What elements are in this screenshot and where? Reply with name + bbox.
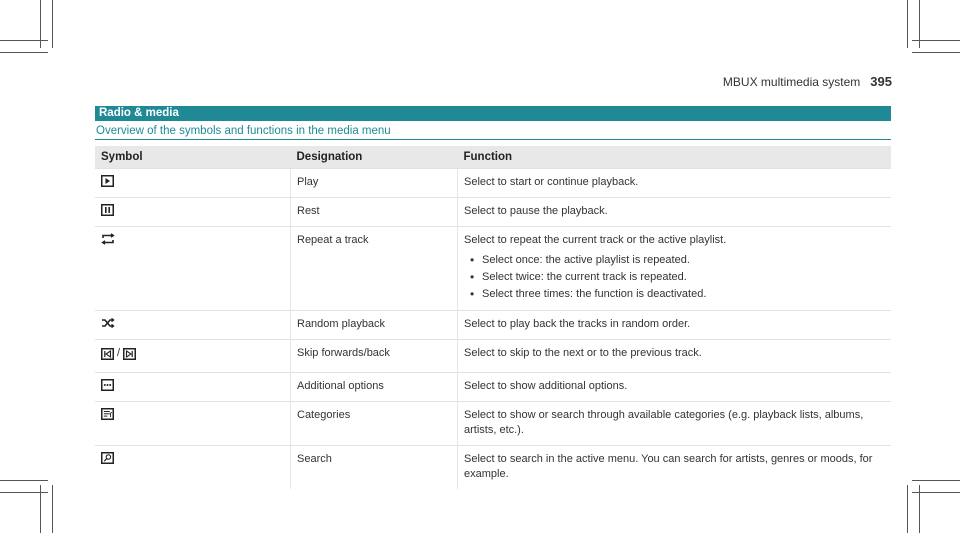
crop-mark [0, 492, 48, 493]
section-name: MBUX multimedia system [722, 75, 861, 89]
shuffle-icon [101, 317, 284, 329]
header-symbol: Symbol [95, 146, 291, 169]
function-cell: Select to start or continue playback. [458, 169, 892, 198]
skip-icon [101, 346, 136, 361]
symbols-table [95, 146, 891, 489]
more-options-icon [101, 379, 284, 391]
symbol-cell [95, 445, 291, 489]
crop-mark [912, 52, 960, 53]
table-row [95, 372, 891, 401]
designation-cell: Additional options [291, 372, 458, 401]
pause-icon [101, 204, 284, 216]
section-subtitle: Overview of the symbols and functions in the media menu [96, 125, 391, 137]
function-cell: Select to search in the active menu. You can search for artists, genres or moods, for example. [458, 445, 892, 489]
crop-mark [0, 480, 48, 481]
subtitle-underline [95, 139, 891, 140]
crop-mark [912, 40, 960, 41]
list-item: • Select three times: the function is deactivated. [482, 286, 885, 303]
crop-mark [912, 492, 960, 493]
designation-cell: Skip forwards/back [291, 340, 458, 373]
designation-cell: Categories [291, 401, 458, 445]
symbol-cell [95, 372, 291, 401]
symbol-cell [95, 169, 291, 198]
function-cell: Select to play back the tracks in random order. [458, 311, 892, 340]
list-item: • Select twice: the current track is repeated. [482, 269, 885, 286]
categories-icon [101, 408, 284, 420]
play-icon [101, 175, 284, 187]
designation-cell: Random playback [291, 311, 458, 340]
designation-cell: Play [291, 169, 458, 198]
symbol-cell [95, 311, 291, 340]
search-icon [101, 452, 284, 464]
header-designation: Designation [291, 146, 458, 169]
crop-mark [0, 52, 48, 53]
list-item: • Select once: the active playlist is repeated. [482, 252, 885, 269]
page-header [723, 74, 892, 89]
table-row [95, 445, 891, 489]
skip-separator: / [117, 347, 121, 359]
table-row [95, 169, 891, 198]
symbol-cell [95, 198, 291, 227]
symbol-cell [95, 401, 291, 445]
function-cell [458, 227, 892, 311]
symbol-cell [95, 227, 291, 311]
crop-mark [0, 40, 48, 41]
crop-mark [912, 480, 960, 481]
function-cell: Select to show or search through available categories (e.g. playback lists, albums, artists, etc.). [458, 401, 892, 445]
skip-forward-icon [123, 348, 136, 360]
designation-cell: Rest [291, 198, 458, 227]
table-row [95, 340, 891, 373]
repeat-icon [101, 233, 284, 245]
table-row [95, 401, 891, 445]
table-row [95, 227, 891, 311]
symbol-cell [95, 340, 291, 373]
section-title: Radio & media [99, 107, 179, 119]
crop-mark [907, 0, 908, 48]
table-row [95, 311, 891, 340]
skip-back-icon [101, 348, 114, 360]
crop-mark [907, 485, 908, 533]
function-text: Select to repeat the current track or the active playlist. [464, 234, 727, 246]
table-row [95, 198, 891, 227]
section-title-bar [95, 106, 891, 121]
crop-mark [52, 0, 53, 48]
page-number: 395 [870, 74, 892, 89]
function-cell: Select to pause the playback. [458, 198, 892, 227]
header-function: Function [458, 146, 892, 169]
designation-cell: Search [291, 445, 458, 489]
table-header-row [95, 146, 891, 169]
crop-mark [52, 485, 53, 533]
designation-cell: Repeat a track [291, 227, 458, 311]
bullet-list [464, 252, 885, 303]
function-cell: Select to skip to the next or to the previous track. [458, 340, 892, 373]
function-cell: Select to show additional options. [458, 372, 892, 401]
